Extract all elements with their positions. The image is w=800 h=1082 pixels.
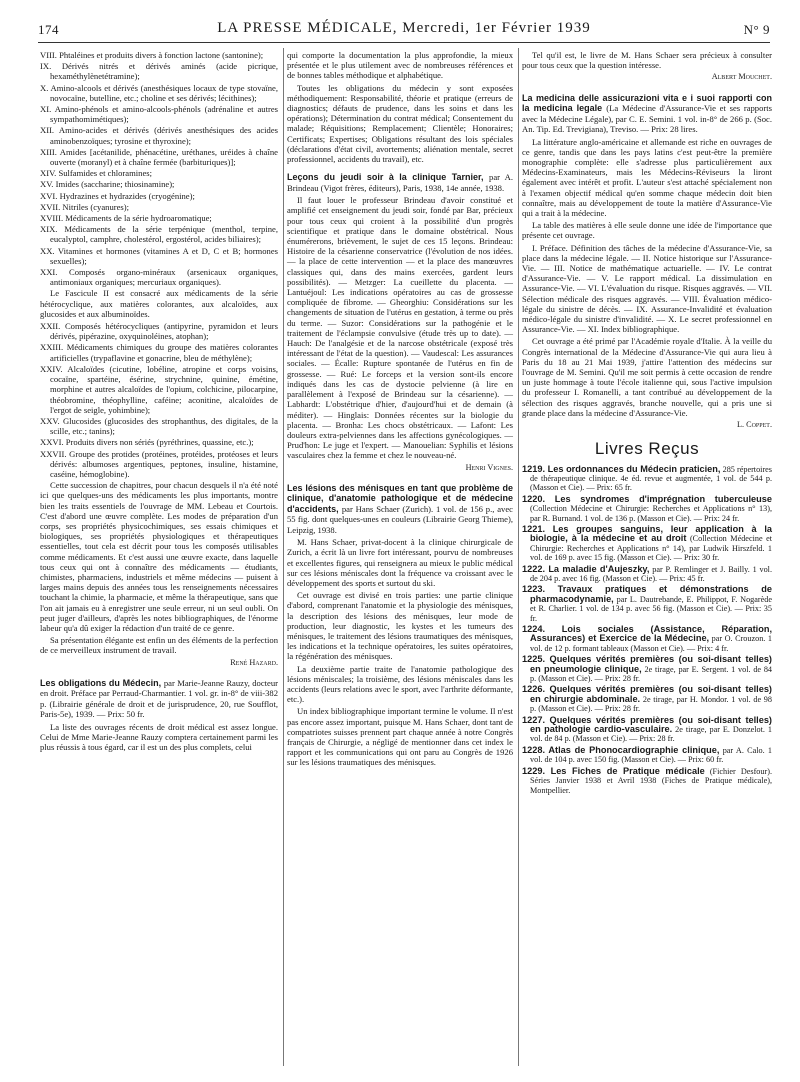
paragraph: Tel qu'il est, le livre de M. Hans Schaer sera précieux à consulter pour tous ceux que la question intéresse.	[522, 50, 772, 71]
journal-title: LA PRESSE MÉDICALE, Mercredi, 1er Février 1939	[217, 20, 591, 36]
review-citation: par A. Brindeau (Vigot frères, éditeurs), Paris, 1938, 14e année, 1938.	[287, 172, 513, 193]
book-title: 1219. Les ordonnances du Médecin praticien,	[522, 463, 721, 474]
chapter-item: XXI. Composés organo-minéraux (arsenicaux organiques, antimoniaux organiques; mercuriaux organiques).	[40, 267, 278, 288]
signature: Henri Vignes.	[465, 462, 513, 472]
review-citation: par Hans Schaer (Zurich). 1 vol. de 156 p., avec 55 fig. dont quelques-unes en couleurs (Librairie Georg Thieme), Leipzig, 1938.	[287, 503, 513, 535]
book-details: (Collection Médecine et Chirurgie: Recherches et Applications n° 14), par Ludwik Hirszfeld. 1 vol. de 169 p. avec 15 fig. (Masson et Cie). — Prix: 30 fr.	[530, 534, 773, 563]
book-details: 2e tirage, par E. Sergent. 1 vol. de 84 p. (Masson et Cie). — Prix: 28 fr.	[530, 664, 773, 684]
chapter-list	[40, 50, 278, 287]
chapter-item: XIV. Sulfamides et chloramines;	[40, 168, 153, 179]
book-title: 1226. Quelques vérités premières (ou soi-disant telles) en chirurgie abdominale.	[522, 684, 772, 704]
book-title: 1222. La maladie d'Aujeszky,	[522, 563, 650, 574]
column-3	[522, 50, 772, 797]
chapter-item: XXII. Composés hétérocycliques (antipyrine, pyramidon et leurs dérivés, pipérazine, oxyquinoléines, atophan);	[40, 321, 278, 342]
chapter-list-2	[40, 321, 278, 479]
page-header	[38, 18, 770, 40]
review-heading	[40, 678, 278, 720]
column-divider	[518, 48, 519, 1066]
paragraph: I. Préface. Définition des tâches de la médecine d'Assurance-Vie, sa place dans la médecine légale. — II. Notice historique sur l'Assurance-Vie. — III. Notice de mathématique actuarielle. — IV. Le contrat d'Assurance-Vie. — V. Le rapport médical. La dissimulation en Assurance-Vie. — VI. L'évaluation du risque. Risques aggravés. — VII. Sélection médicale des risques aggravés. — VIII. Évaluation médico-légale du sinistre de décès. — IX. Assurance-Invalidité et évaluation médico-légale du sinistre d'invalidité. — X. Le secret professionnel en Assurance-Vie. — XI. Index bibliographique.	[522, 242, 772, 335]
chapter-item: X. Amino-alcools et dérivés (anesthésiques locaux de type stovaïne, novocaïne, butelline, etc.; choline et ses dérivés; lécithines);	[40, 82, 278, 103]
book-entry	[522, 625, 772, 653]
review-title: Les obligations du Médecin,	[40, 677, 162, 688]
chapter-item: VIII. Phtaléines et produits divers à fonction lactone (santonine);	[40, 50, 264, 60]
chapter-item: XXVII. Groupe des protides (protéines, protéides, protéoses et leurs dérivés: albumoses argentiques, peptones, insuline, histamine, caséine, hémoglobine).	[40, 448, 278, 479]
chapter-item: XV. Imides (saccharine; thiosinamine);	[40, 179, 175, 190]
review-title: La medicina delle assicurazioni vita e i suoi rapporti con la medicina legale	[522, 92, 772, 114]
review-heading	[287, 483, 513, 536]
book-details: (Fichier Desfour). Séries Janvier 1938 et Avril 1938 (Fiches de Pratique médicale), Montpellier.	[530, 766, 772, 795]
paragraph: Il faut louer le professeur Brindeau d'avoir constitué et amplifié cet enseignement du jeudi soir, fondé par Bar, précieux pour tous ceux qui croient à la possibilité d'un progrès scientifique et pratique dans le domaine obstétrical. Nous énumérerons, brièvement, le sujet de ces 15 leçons. Brindeau: Histoire de la césarienne conservatrice (l'évolution de nos idées. — la place de cette intervention — et la place des manœuvres classiques qui, dans des mains exercées, gardent leurs possibilités). — Metzger: La cueillette du placenta. — Lantuéjoul: Les indications opératoires au cas de grossesse compliquée de fibrome. — Gheorghiu: Considérations sur les changements de situation de l'utérus en gestation, à terme ou près du terme. — Suzor: Considérations sur la pathogénie et le traitement de l'éclampsie convulsive (étude très up to date). — Hauch: De l'analgésie et de la narcose obstétricale (exposé très intéressant de l'état de la question). — Vaudescal: Les assurances sociales. — Écalle: Rupture spontanée de l'utérus en fin de grossesse. — Rué: Le forceps et la version sont-ils encore indiqués dans les cas de dystocie pelvienne (à lire en parallèlement à l'exposé de Brindeau sur la césarienne). — Labhardt: L'obstétrique d'hier, d'aujourd'hui et de demain (à méditer). — Hinglais: Données récentes sur la biologie du placenta. — Bronha: Les chocs obstétricaux. — Lafont: Les douleurs extra-pelviennes dans les affections gynécologiques. — Prud'hon: Le juge et l'expert. — Manouelian: Syphilis et lésions vasculaires chez la femme et chez le nouveau-né.	[287, 195, 513, 461]
chapter-item: XVI. Hydrazines et hydrazides (cryogénine);	[40, 190, 195, 201]
paragraph: qui comporte la documentation la plus approfondie, la mieux présentée et le plus utilement avec de nombreuses références et de bonnes tables méthodique et alphabétique.	[287, 50, 513, 81]
book-title: 1223. Travaux pratiques et démonstrations de pharmacodynamie,	[522, 584, 772, 604]
chapter-item: XXV. Glucosides (glucosides des strophanthus, des digitales, de la scille, etc.; tanins);	[40, 415, 278, 437]
column-divider	[283, 48, 284, 1066]
book-details: (Collection Médecine et Chirurgie: Recherches et Applications n° 13), par R. Burnand. 1 vol. de 136 p. (Masson et Cie). — Prix: 24 fr.	[530, 504, 772, 523]
issue-number: N° 9	[743, 22, 770, 37]
chapter-item: XI. Amino-phénols et amino-alcools-phénols (adrénaline et autres sympathomimétiques);	[40, 104, 278, 125]
chapter-item: XIX. Médicaments de la série terpénique (menthol, terpine, eucalyptol, camphre, cholestérol, ergostérol, acides biliaires);	[40, 224, 278, 245]
review-title: Les lésions des ménisques en tant que problème de clinique, d'anatomie pathologique et de médecine d'accidents,	[287, 482, 513, 514]
book-details: 285 répertoires de thérapeutique clinique. 4e éd. revue et augmentée, 1 vol. de 544 p. (Masson et Cie). — Prix: 65 fr.	[530, 464, 772, 493]
book-entry	[522, 716, 772, 744]
paragraph: La liste des ouvrages récents de droit médical est assez longue. Celui de Mme Marie-Jeanne Rauzy comptera certainement parmi les plus réussis à tous égard, car il est un des plus complets, celui	[40, 721, 278, 753]
paragraph: Cet ouvrage est divisé en trois parties: une partie clinique d'abord, comprenant l'anatomie et la physiologie des ménisques, la description des lésions des ménisques, leur mode de production, leur diagnostic, les kystes et les tumeurs des ménisques, le traitement des lésions traumatiques des ménisques, les indications et la technique opératoires, les suites opératoires, la régénération des ménisques.	[287, 590, 513, 662]
paragraph: La table des matières à elle seule donne une idée de l'importance que présente cet ouvrage.	[522, 220, 772, 241]
book-details: par P. Remlinger et J. Bailly. 1 vol. de 204 p. avec 16 fig. (Masson et Cie). — Prix: 45 fr.	[530, 564, 772, 583]
book-entry	[522, 746, 772, 765]
chapter-item: XVII. Nitriles (cyanures);	[40, 201, 130, 212]
book-entry	[522, 465, 772, 493]
book-title: 1221. Les groupes sanguins, leur application à la biologie, à la médecine et au droit	[522, 523, 772, 544]
book-entry	[522, 565, 772, 584]
review-title: Leçons du jeudi soir à la clinique Tarnier,	[287, 172, 484, 183]
book-title: 1227. Quelques vérités premières (ou soi-disant telles) en pathologie cardio-vasculaire.	[522, 714, 772, 735]
chapter-item: IX. Dérivés nitrés et dérivés aminés (acide picrique, hexaméthylènetétramine);	[40, 61, 278, 82]
book-entry	[522, 767, 772, 795]
review-heading	[522, 93, 772, 135]
paragraph: La littérature anglo-américaine et allemande est riche en ouvrages de ce genre, tandis que dans les pays latins c'est peut-être la première monographie complète: elle s'adresse plus particulièrement aux Médecins-Examinateurs, mais les Médecins-Réviseurs la liront également avec intérêt et profit. L'auteur s'est attaché spécialement non à l'examen objectif médical qu'en somme chaque médecin doit bien connaître, mais au développement de toute la matière d'Assurance-Vie qui a trait à la médecine.	[522, 136, 772, 219]
book-entry	[522, 655, 772, 683]
chapter-item: XXVI. Produits divers non sériés (pyréthrines, quassine, etc.);	[40, 437, 254, 448]
book-title: 1220. Les syndromes d'imprégnation tuberculeuse	[522, 493, 772, 504]
paragraph: Cet ouvrage a été primé par l'Académie royale d'Italie. À la veille du Congrès international de la Médecine d'Assurance-Vie qui aura lieu à Paris du 18 au 21 Mai 1939, j'attire l'attention des médecins sur l'ouvrage de M. Semini. Qu'il me soit permis à cette occasion de rendre un juste hommage à toute l'école italienne qui, sous l'active impulsion du professeur I. Romanelli, a tant contribué au développement de la sélection des risques aggravés, branche nouvelle, qui a pris une si grande place dans la médecine d'Assurance-Vie.	[522, 336, 772, 418]
paragraph: Toutes les obligations du médecin y sont exposées méthodiquement: Responsabilité, théorie et pratique (erreurs de diagnostics; défauts de prudence, dans les soins et dans les opérations); Détermination du contrat médical; Consentement du malade; Réquisitions; Remplacement; Clientèle; Honoraires; Certificats; Expertises; Obligations résultant des lois spéciales (déclarations d'état civil, avortements; aliénation mentale, secret professionnel, accidents du travail), etc.	[287, 82, 513, 165]
books-received-list	[522, 465, 772, 795]
book-title: 1229. Les Fiches de Pratique médicale	[522, 765, 705, 776]
chapter-item: XXIII. Médicaments chimiques du groupe des matières colorantes artificielles (trypaflavine et gonacrine, bleu de méthylène);	[40, 342, 278, 363]
book-details: par L. Dautrebande, E. Philippot, F. Nogarède et R. Charlier. 1 vol. de 134 p. avec 56 fig. (Masson et Cie). — Prix: 35 fr.	[530, 594, 773, 623]
review-citation: par Marie-Jeanne Rauzy, docteur en droit. Préface par Perraud-Charmantier. 1 vol. gr. in-8° de viii-382 p. (Librairie générale de droit et de jurisprudence, 20, rue Soufflot, Paris-5e), 1939. — Prix: 50 fr.	[40, 677, 278, 720]
book-title: 1224. Lois sociales (Assistance, Réparation, Assurances) et Exercice de la Médecine,	[522, 624, 772, 644]
column-1	[40, 50, 278, 754]
review-heading	[287, 172, 513, 193]
paragraph: Cette succession de chapitres, pour chacun desquels il n'a été noté ici que quelques-uns des médicaments les plus importants, montre bien les traits essentiels de l'ouvrage de MM. Lebeau et Courtois. C'est d'abord une œuvre complète. Les modes de préparation d'un corps, ses propriétés physicochimiques, ses essais chimiques et biologiques, ses propriétés physiologiques et thérapeutiques essentielles, tout cela est décrit pour tous les composés utilisables comme médicaments. Et c'est aussi une œuvre exacte, dans laquelle tous ceux qui ont à connaître des médicaments — étudiants, chimistes, pharmaciens, industriels et même médecins — puisent à larges mains depuis des années tous les renseignements nécessaires touchant la chimie, la pharmacie, et même la thérapeutique, sans que l'on ait jamais eu à enregistrer une seule erreur, ni un seul oubli. On peut juger d'ailleurs, d'après les notes bibliographiques, de l'énorme labeur qu'a dû exiger la rédaction d'un traité de ce genre.	[40, 480, 278, 633]
book-entry	[522, 525, 772, 563]
column-2	[287, 50, 513, 770]
signature: Albert Mouchet.	[711, 72, 772, 82]
book-details: par A. Calo. 1 vol. de 104 p. avec 150 fig. (Masson et Cie). — Prix: 60 fr.	[530, 745, 772, 765]
book-entry	[522, 495, 772, 523]
chapter-item: XX. Vitamines et hormones (vitamines A et D, C et B; hormones sexuelles);	[40, 245, 278, 266]
signature: René Hazard.	[230, 657, 278, 667]
header-rule	[38, 42, 770, 43]
book-title: 1225. Quelques vérités premières (ou soi-disant telles) en pneumologie clinique,	[522, 654, 772, 674]
paragraph: La deuxième partie traite de l'anatomie pathologique des lésions méniscales; la troisième, des lésions méniscales dans les accidents (leurs relations avec le sport, avec l'arthrite déformante, etc.).	[287, 663, 513, 705]
paragraph: M. Hans Schaer, privat-docent à la clinique chirurgicale de Zurich, a écrit là un livre fort intéressant, pourvu de nombreuses et excellentes figures, qui renseignera au mieux le public médical sur ces lésions méniscales dont la fréquence va croissant avec le développement des sports et surtout du ski.	[287, 537, 513, 589]
chapter-item: XXIV. Alcaloïdes (cicutine, lobéline, atropine et corps voisins, cocaïne, spartéine, ésérine, strychnine, quinine, émétine, morphine et autres alcaloïdes de l'opium, colchicine, pilocarpine, théobromine, théophylline, caféine; aconitine, alcaloïdes de l'ergot de seigle, yohimbine);	[40, 363, 278, 415]
chapter-item: XVIII. Médicaments de la série hydroaromatique;	[40, 213, 212, 224]
book-title: 1228. Atlas de Phonocardiographie clinique,	[522, 744, 720, 755]
book-entry	[522, 585, 772, 623]
book-details: 2e tirage, par H. Mondor. 1 vol. de 98 p. (Masson et Cie). — Prix: 28 fr.	[530, 694, 772, 714]
paragraph: Sa présentation élégante est enfin un des éléments de la perfection de ce merveilleux instrument de travail.	[40, 635, 278, 656]
section-heading-livres-recus: Livres Reçus	[594, 439, 700, 459]
page-number: 174	[38, 22, 59, 37]
book-details: 2e tirage, par E. Donzelot. 1 vol. de 84 p. (Masson et Cie). — Prix: 28 fr.	[530, 725, 772, 744]
fascicule-note: Le Fascicule II est consacré aux médicaments de la série hétérocyclique, aux matières colorantes, aux alcaloïdes, aux glucosides et aux albuminoïdes.	[40, 288, 278, 319]
paragraph: Un index bibliographique important termine le volume. Il n'est pas encore assez important, puisque M. Hans Schaer, dont tant de compatriotes suisses prennent part chaque année à notre Congrès français de Chirurgie, a négligé de mentionner dans cet index le rapport et les communications qui ont paru au Congrès de 1926 sur les lésions traumatiques des ménisques.	[287, 706, 513, 768]
chapter-item: XII. Amino-acides et dérivés (dérivés anesthésiques des acides aminobenzoïques; tyrosine et thyroxine);	[40, 125, 278, 146]
book-details: par O. Crouzon. 1 vol. de 12 p. formant tableaux (Masson et Cie). — Prix: 4 fr.	[530, 634, 772, 653]
book-entry	[522, 685, 772, 713]
chapter-item: XIII. Amides [acétanilide, phénacétine, uréthanes, uréides à chaîne ouverte (moranyl) et à chaîne fermée (barbituriques)];	[40, 146, 278, 168]
review-citation: (La Médecine d'Assurance-Vie et ses rapports avec la Médecine Légale), par C. E. Semini. 1 vol. in-8° de 266 p. (Soc. An. Tip. Ed. Trevigiana), Treviso. — Prix: 28 lires.	[522, 103, 772, 135]
signature: L. Coppet.	[737, 420, 772, 430]
